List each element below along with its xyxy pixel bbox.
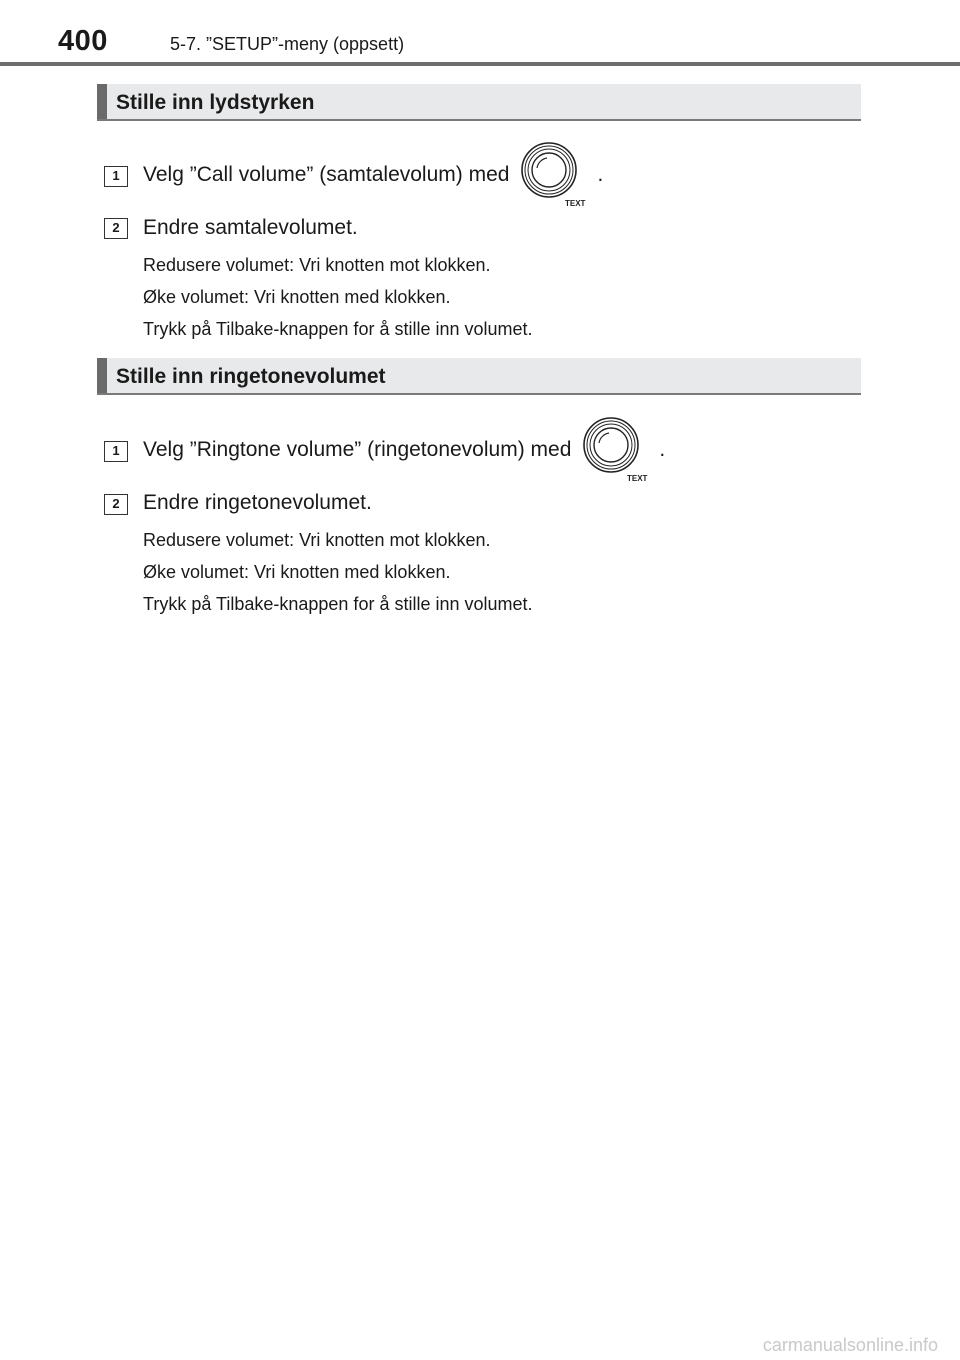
step-instruction: Endre ringetonevolumet.	[143, 491, 372, 514]
section-title: Stille inn lydstyrken	[116, 91, 315, 114]
step-number-badge: 2	[104, 218, 128, 239]
step-instruction	[143, 437, 666, 484]
step-text-before: Velg ”Call volume” (samtalevolum) med	[143, 163, 510, 186]
step-number-badge: 1	[104, 166, 128, 187]
text-knob-icon	[519, 140, 587, 208]
note-line: Redusere volumet: Vri knotten mot klokken.	[143, 255, 491, 275]
note-line: Trykk på Tilbake-knappen for å stille inn volumet.	[143, 319, 533, 339]
header-divider	[0, 62, 960, 66]
chapter-title: 5-7. ”SETUP”-meny (oppsett)	[170, 34, 405, 54]
knob-label: TEXT	[565, 199, 586, 209]
step-text-after: .	[659, 438, 666, 461]
step-text-before: Velg ”Ringtone volume” (ringetonevolum) med	[143, 438, 572, 461]
page-number: 400	[58, 25, 108, 57]
section-accent	[97, 358, 107, 393]
note-line: Redusere volumet: Vri knotten mot klokken.	[143, 530, 491, 550]
section-title: Stille inn ringetonevolumet	[116, 365, 386, 388]
section-accent	[97, 84, 107, 119]
note-line: Øke volumet: Vri knotten med klokken.	[143, 562, 451, 582]
page-header	[0, 0, 960, 68]
note-line: Øke volumet: Vri knotten med klokken.	[143, 287, 451, 307]
section-heading-call-volume	[97, 84, 861, 121]
text-knob-icon	[581, 415, 649, 483]
step-text-after: .	[597, 163, 604, 186]
step-instruction	[143, 162, 604, 209]
note-line: Trykk på Tilbake-knappen for å stille inn volumet.	[143, 594, 533, 614]
section-heading-ringtone-volume	[97, 358, 861, 395]
watermark: carmanualsonline.info	[762, 1335, 938, 1355]
step-number-badge: 2	[104, 494, 128, 515]
step-instruction: Endre samtalevolumet.	[143, 216, 358, 239]
knob-label: TEXT	[627, 474, 648, 484]
step-number-badge: 1	[104, 441, 128, 462]
